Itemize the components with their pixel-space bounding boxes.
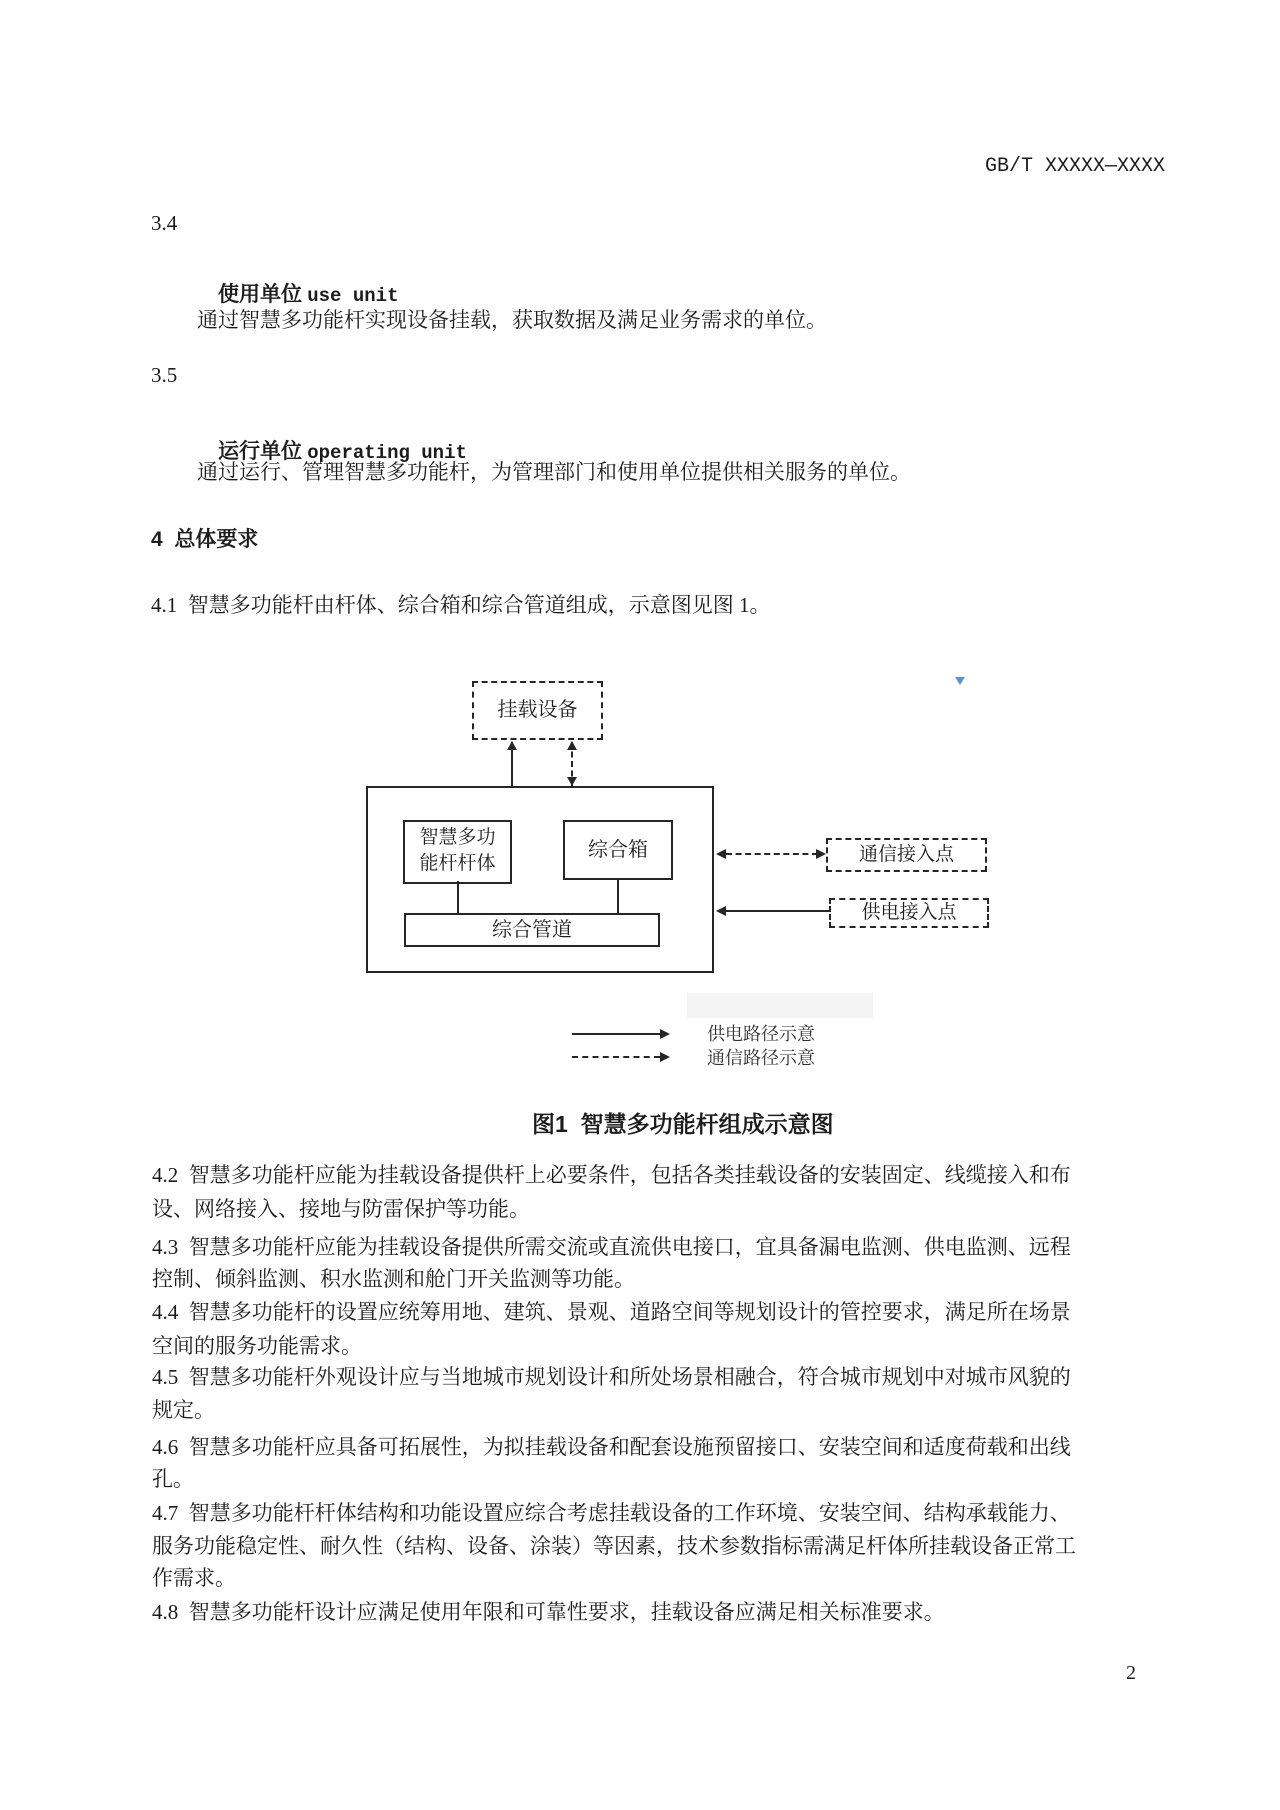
annotation-marker-icon (955, 677, 965, 685)
clause-4-3-line2: 控制、倾斜监测、积水监测和舱门开关监测等功能。 (152, 1267, 635, 1291)
legend-comm-label: 通信路径示意 (707, 1048, 815, 1068)
pole-to-duct-connector (457, 881, 459, 913)
clause-4-7-line2: 服务功能稳定性、耐久性（结构、设备、涂装）等因素，技术参数指标需满足杆体所挂载设备正常工 (152, 1534, 1076, 1558)
term-use-unit-cn: 使用单位 (218, 283, 302, 306)
term-operating-unit-cn: 运行单位 (218, 440, 302, 463)
comm-path-right-arrowhead-icon (816, 849, 826, 859)
legend-power-line (572, 1033, 660, 1035)
page-number: 2 (1126, 1662, 1136, 1684)
figure-node-pole-body-label-line2: 能杆杆体 (419, 853, 496, 874)
figure-node-comm-access-point (826, 838, 987, 872)
clause-4-5-line2: 规定。 (152, 1398, 215, 1422)
figure-node-duct (404, 913, 660, 947)
chapter-4-heading: 4 总体要求 (151, 528, 259, 551)
gray-highlight-patch (687, 993, 873, 1018)
figure-node-cabinet (563, 820, 673, 880)
legend-power-label: 供电路径示意 (707, 1024, 815, 1044)
term-operating-unit-en: operating unit (307, 442, 467, 464)
power-path-left-arrowhead-icon (716, 906, 726, 916)
figure-node-mounted-equipment-label: 挂载设备 (497, 699, 578, 721)
clause-4-5-line1: 4.5 智慧多功能杆外观设计应与当地城市规划设计和所处场景相融合，符合城市规划中对城市风貌的 (152, 1365, 1071, 1389)
clause-4-6-line2: 孔。 (152, 1467, 194, 1491)
clause-3-4-number: 3.4 (151, 211, 178, 235)
definition-use-unit: 通过智慧多功能杆实现设备挂载，获取数据及满足业务需求的单位。 (197, 308, 827, 332)
clause-3-5-number: 3.5 (151, 363, 178, 387)
clause-4-3-line1: 4.3 智慧多功能杆应能为挂载设备提供所需交流或直流供电接口，宜具备漏电监测、供电监测、远程 (152, 1235, 1071, 1259)
figure-node-pole-body (403, 820, 512, 884)
power-path-horizontal-line (726, 910, 829, 912)
clause-4-2-line2: 设、网络接入、接地与防雷保护等功能。 (152, 1197, 530, 1221)
definition-operating-unit: 通过运行、管理智慧多功能杆，为管理部门和使用单位提供相关服务的单位。 (197, 460, 911, 484)
clause-4-7-line1: 4.7 智慧多功能杆杆体结构和功能设置应综合考虑挂载设备的工作环境、安装空间、结构承载能力、 (152, 1501, 1071, 1525)
comm-path-down-arrowhead-icon (567, 777, 577, 786)
legend-comm-arrowhead-icon (660, 1052, 670, 1062)
figure-node-duct-label: 综合管道 (492, 919, 572, 941)
figure-caption: 图1 智慧多功能杆组成示意图 (532, 1111, 834, 1137)
clause-4-8: 4.8 智慧多功能杆设计应满足使用年限和可靠性要求，挂载设备应满足相关标准要求。 (152, 1600, 945, 1624)
clause-4-6-line1: 4.6 智慧多功能杆应具备可拓展性，为拟挂载设备和配套设施预留接口、安装空间和适度荷载和出线 (152, 1435, 1071, 1459)
figure-node-pole-body-label-line1: 智慧多功 (419, 827, 496, 848)
figure-node-power-access-point-label: 供电接入点 (861, 902, 957, 923)
term-use-unit-en: use unit (307, 285, 399, 307)
cabinet-to-duct-connector (617, 880, 619, 913)
clause-4-4-line2: 空间的服务功能需求。 (152, 1334, 362, 1358)
figure-node-comm-access-point-label: 通信接入点 (858, 844, 954, 865)
power-path-up-arrowhead-icon (507, 741, 517, 750)
figure-node-mounted-equipment (472, 681, 603, 740)
page-header-standard-number: GB/T XXXXX—XXXX (984, 155, 1165, 178)
comm-path-left-arrowhead-icon (716, 849, 726, 859)
clause-4-7-line3: 作需求。 (152, 1566, 236, 1590)
figure-node-power-access-point (829, 898, 989, 928)
comm-path-horizontal-line (726, 853, 818, 855)
legend-comm-line (572, 1056, 660, 1058)
figure-node-cabinet-label: 综合箱 (588, 839, 648, 861)
clause-4-1: 4.1 智慧多功能杆由杆体、综合箱和综合管道组成，示意图见图 1。 (151, 593, 771, 617)
legend-power-arrowhead-icon (660, 1029, 670, 1039)
clause-4-2-line1: 4.2 智慧多功能杆应能为挂载设备提供杆上必要条件，包括各类挂载设备的安装固定、线缆接入和布 (152, 1163, 1071, 1187)
clause-4-4-line1: 4.4 智慧多功能杆的设置应统筹用地、建筑、景观、道路空间等规划设计的管控要求，满足所在场景 (152, 1300, 1071, 1324)
comm-path-up-arrowhead-icon (567, 741, 577, 750)
